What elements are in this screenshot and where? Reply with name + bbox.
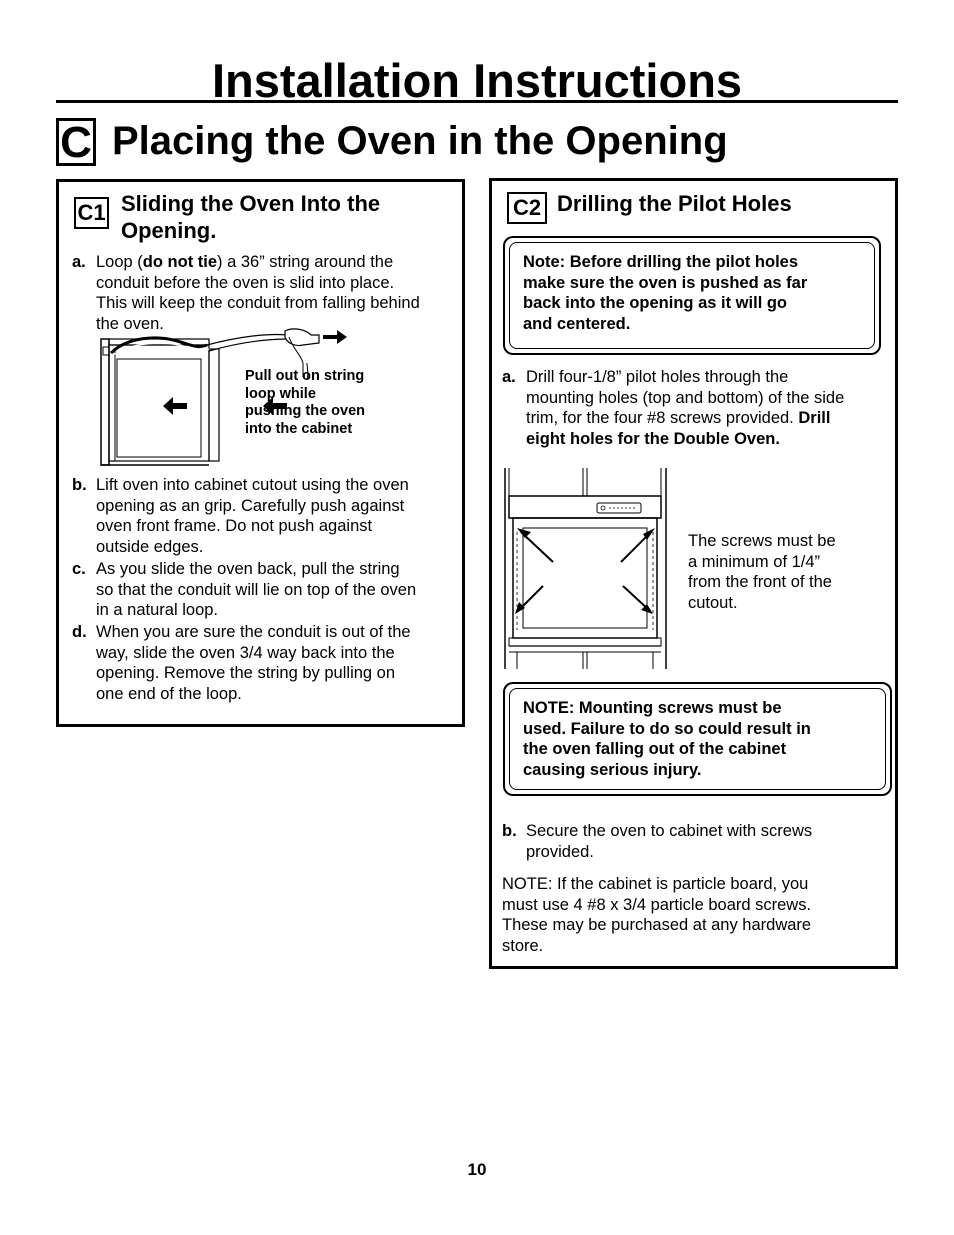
note-line: causing serious injury.	[523, 760, 702, 779]
list-letter: c.	[72, 560, 86, 578]
emphasis-line: eight holes for the Double Oven.	[526, 429, 780, 448]
c2-list-item-a	[502, 367, 892, 451]
text-fragment: trim, for the four #8 screws provided.	[526, 409, 799, 427]
c1-list-item-b	[72, 475, 462, 559]
list-letter: a.	[72, 253, 86, 271]
list-letter: b.	[72, 476, 87, 494]
text-line: store.	[502, 936, 544, 955]
emphasis-text: Drill	[798, 409, 831, 427]
text-line: provided.	[526, 842, 594, 861]
step-badge-c1: C1	[74, 197, 109, 229]
title-divider	[56, 100, 898, 103]
c2-list-item-b	[502, 821, 892, 863]
page-title: Installation Instructions	[211, 54, 743, 107]
text-line: These may be purchased at any hardware	[502, 916, 812, 934]
text-line: This will keep the conduit from falling behind	[96, 294, 420, 312]
c1-figure-caption	[245, 368, 365, 438]
caption-line: into the cabinet	[245, 420, 353, 437]
text-line: the oven.	[96, 314, 164, 333]
panel-c1	[56, 179, 465, 727]
text-line: oven front frame. Do not push against	[96, 517, 373, 535]
oven-pilot-holes-illustration	[503, 468, 669, 669]
page-number: 10	[467, 1160, 487, 1179]
text-line: Drill four-1/8” pilot holes through the	[526, 368, 789, 386]
step-badge-c2: C2	[507, 192, 547, 224]
text-line: opening. Remove the string by pulling on	[96, 664, 396, 682]
text-line: in a natural loop.	[96, 601, 219, 619]
emphasis-text: do not tie	[142, 253, 218, 271]
note-line: the oven falling out of the cabinet	[523, 740, 787, 758]
list-letter: d.	[72, 623, 87, 641]
text-line: NOTE: If the cabinet is particle board, you	[502, 875, 809, 893]
text-line: way, slide the oven 3/4 way back into the	[96, 643, 395, 662]
text-line: so that the conduit will lie on top of the oven	[96, 580, 417, 599]
caption-line: cutout.	[688, 593, 738, 612]
text-line: As you slide the oven back, pull the string	[96, 560, 400, 578]
text-line: Secure the oven to cabinet with screws	[526, 822, 813, 840]
c2-heading: Drilling the Pilot Holes	[557, 191, 792, 216]
list-letter: a.	[502, 368, 516, 386]
note-line: and centered.	[523, 314, 631, 333]
caption-line: The screws must be	[688, 532, 836, 550]
text-line: When you are sure the conduit is out of the	[96, 623, 411, 641]
caption-line: from the front of the	[688, 573, 832, 591]
text-fragment: Loop (	[96, 253, 143, 271]
note-text	[523, 698, 811, 780]
text-line: conduit before the oven is slid into place.	[96, 273, 395, 292]
list-letter: b.	[502, 822, 517, 840]
text-fragment: ) a 36” string around the	[217, 253, 394, 271]
caption-line: Pull out on string	[245, 368, 365, 384]
text-line: outside edges.	[96, 537, 204, 556]
c1-list-item-c	[72, 559, 462, 621]
c1-heading-line2: Opening.	[121, 218, 217, 243]
caption-line: a minimum of 1/4”	[688, 552, 821, 571]
note-line: used. Failure to do so could result in	[523, 719, 811, 738]
c2-note-mounting-screws	[503, 682, 892, 796]
note-line: NOTE: Mounting screws must be	[523, 699, 782, 717]
caption-line: loop while	[245, 385, 316, 402]
text-line: one end of the loop.	[96, 684, 242, 703]
c1-list-item-d	[72, 622, 462, 706]
c1-heading-line1: Sliding the Oven Into the	[121, 191, 381, 216]
c2-figure-caption	[688, 531, 836, 613]
note-text	[523, 252, 807, 334]
note-line: make sure the oven is pushed as far	[523, 273, 808, 292]
section-letter-badge: C	[56, 118, 96, 166]
text-line: Lift oven into cabinet cutout using the oven	[96, 476, 409, 494]
section-title: Placing the Oven in the Opening	[112, 119, 728, 163]
caption-line: pushing the oven	[245, 403, 366, 419]
c2-particle-board-note	[502, 874, 892, 956]
text-line: opening as an grip. Carefully push against	[96, 496, 405, 515]
c2-note-pilot-holes	[503, 236, 881, 355]
note-line: Note: Before drilling the pilot holes	[523, 253, 799, 271]
c1-list-item-a	[72, 252, 462, 336]
note-line: back into the opening as it will go	[523, 294, 788, 312]
text-line: mounting holes (top and bottom) of the side	[526, 388, 845, 407]
text-line: must use 4 #8 x 3/4 particle board screws.	[502, 895, 812, 914]
c1-heading	[121, 190, 380, 244]
panel-c2	[489, 178, 898, 969]
